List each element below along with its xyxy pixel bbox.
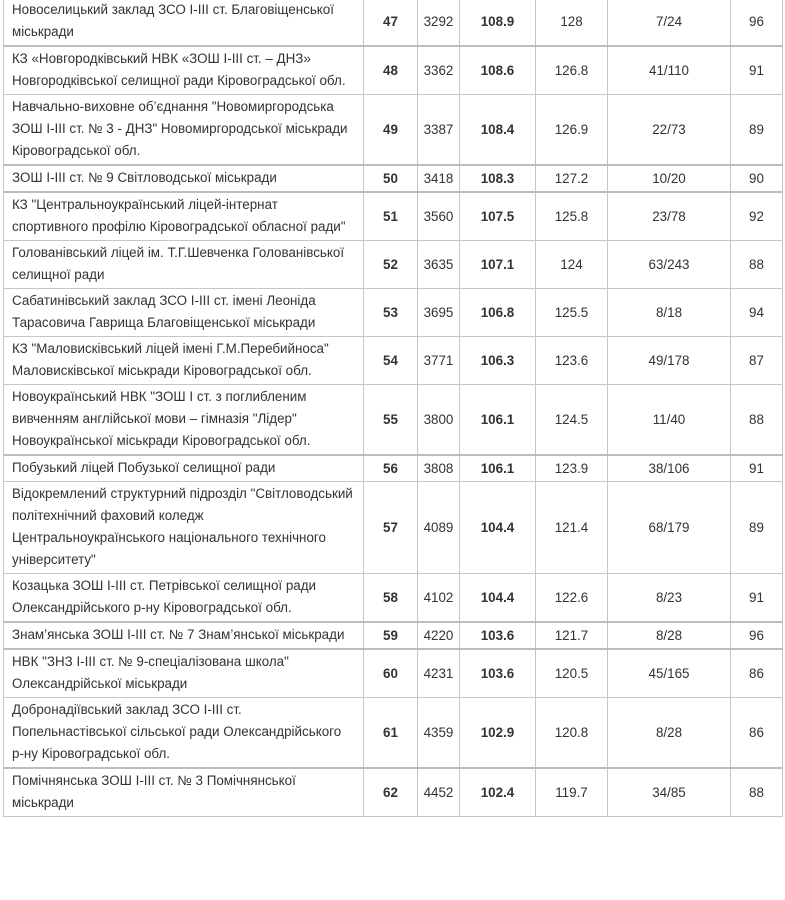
table-row [4,622,783,649]
participants-cell: 23/78 [608,192,731,241]
code-cell: 3695 [418,289,460,337]
participants-cell: 34/85 [608,768,731,817]
school-name-cell: Новоселицький заклад ЗСО І-ІІІ ст. Благовіщенської міськради [4,0,364,46]
code-cell: 3362 [418,46,460,95]
percent-cell: 92 [731,192,783,241]
school-name-cell: Козацька ЗОШ І-ІІІ ст. Петрівської селищної ради Олександрійського р-ну Кіровоградської обл. [4,574,364,623]
school-name-cell: Побузький ліцей Побузької селищної ради [4,455,364,482]
place-cell: 55 [364,385,418,456]
code-cell: 3387 [418,95,460,166]
average-cell: 124 [536,241,608,289]
score-cell: 104.4 [460,482,536,574]
code-cell: 3560 [418,192,460,241]
percent-cell: 86 [731,698,783,769]
score-cell: 108.9 [460,0,536,46]
place-cell: 51 [364,192,418,241]
school-name-cell: Добронадіївський заклад ЗСО І-ІІІ ст. Попельнастівської сільської ради Олександрійського р-ну Кіровоградської обл. [4,698,364,769]
percent-cell: 91 [731,574,783,623]
code-cell: 3292 [418,0,460,46]
table-row [4,385,783,456]
school-name-cell: КЗ "Центральноукраїнський ліцей-інтернат спортивного профілю Кіровоградської обласної ради" [4,192,364,241]
table-row [4,698,783,769]
percent-cell: 86 [731,649,783,698]
table-body [4,0,783,817]
participants-cell: 41/110 [608,46,731,95]
participants-cell: 49/178 [608,337,731,385]
code-cell: 3771 [418,337,460,385]
percent-cell: 88 [731,385,783,456]
percent-cell: 94 [731,289,783,337]
place-cell: 49 [364,95,418,166]
score-cell: 106.3 [460,337,536,385]
participants-cell: 10/20 [608,165,731,192]
school-name-cell: Голованівський ліцей ім. Т.Г.Шевченка Голованівської селищної ради [4,241,364,289]
average-cell: 122.6 [536,574,608,623]
school-name-cell: Навчально-виховне об’єднання "Новомиргородська ЗОШ І-ІІІ ст. № 3 - ДНЗ" Новомиргородської міськради Кіровоградської обл. [4,95,364,166]
place-cell: 57 [364,482,418,574]
percent-cell: 88 [731,768,783,817]
place-cell: 47 [364,0,418,46]
place-cell: 56 [364,455,418,482]
score-cell: 106.8 [460,289,536,337]
table-row [4,289,783,337]
score-cell: 104.4 [460,574,536,623]
code-cell: 3418 [418,165,460,192]
place-cell: 52 [364,241,418,289]
place-cell: 59 [364,622,418,649]
school-ranking-table [3,0,783,817]
place-cell: 58 [364,574,418,623]
school-name-cell: Помічнянська ЗОШ І-ІІІ ст. № 3 Помічнянської міськради [4,768,364,817]
participants-cell: 45/165 [608,649,731,698]
percent-cell: 87 [731,337,783,385]
average-cell: 121.7 [536,622,608,649]
average-cell: 123.6 [536,337,608,385]
average-cell: 120.5 [536,649,608,698]
school-name-cell: Відокремлений структурний підрозділ "Світловодський політехнічний фаховий коледж Центральноукраїнського національного технічного університету" [4,482,364,574]
score-cell: 106.1 [460,385,536,456]
percent-cell: 89 [731,95,783,166]
code-cell: 3800 [418,385,460,456]
participants-cell: 8/18 [608,289,731,337]
code-cell: 4452 [418,768,460,817]
score-cell: 106.1 [460,455,536,482]
average-cell: 120.8 [536,698,608,769]
table-row [4,165,783,192]
percent-cell: 96 [731,0,783,46]
score-cell: 108.6 [460,46,536,95]
average-cell: 126.9 [536,95,608,166]
table-row [4,241,783,289]
score-cell: 107.1 [460,241,536,289]
percent-cell: 88 [731,241,783,289]
participants-cell: 11/40 [608,385,731,456]
place-cell: 61 [364,698,418,769]
percent-cell: 91 [731,455,783,482]
table-row [4,482,783,574]
table-row [4,0,783,46]
school-name-cell: Знам’янська ЗОШ І-ІІІ ст. № 7 Знам’янської міськради [4,622,364,649]
code-cell: 4359 [418,698,460,769]
table-row [4,768,783,817]
table-row [4,649,783,698]
average-cell: 127.2 [536,165,608,192]
score-cell: 108.4 [460,95,536,166]
score-cell: 103.6 [460,649,536,698]
score-cell: 102.9 [460,698,536,769]
participants-cell: 22/73 [608,95,731,166]
school-name-cell: ЗОШ І-ІІІ ст. № 9 Світловодської міськради [4,165,364,192]
code-cell: 4102 [418,574,460,623]
table-row [4,192,783,241]
average-cell: 121.4 [536,482,608,574]
place-cell: 54 [364,337,418,385]
code-cell: 4089 [418,482,460,574]
place-cell: 53 [364,289,418,337]
place-cell: 62 [364,768,418,817]
average-cell: 125.5 [536,289,608,337]
place-cell: 60 [364,649,418,698]
table-row [4,46,783,95]
table-row [4,337,783,385]
average-cell: 123.9 [536,455,608,482]
participants-cell: 63/243 [608,241,731,289]
code-cell: 4231 [418,649,460,698]
score-cell: 108.3 [460,165,536,192]
percent-cell: 96 [731,622,783,649]
average-cell: 119.7 [536,768,608,817]
code-cell: 3635 [418,241,460,289]
percent-cell: 90 [731,165,783,192]
place-cell: 50 [364,165,418,192]
score-cell: 103.6 [460,622,536,649]
average-cell: 126.8 [536,46,608,95]
participants-cell: 8/28 [608,698,731,769]
average-cell: 124.5 [536,385,608,456]
percent-cell: 91 [731,46,783,95]
percent-cell: 89 [731,482,783,574]
code-cell: 4220 [418,622,460,649]
participants-cell: 38/106 [608,455,731,482]
score-cell: 107.5 [460,192,536,241]
participants-cell: 68/179 [608,482,731,574]
participants-cell: 8/23 [608,574,731,623]
code-cell: 3808 [418,455,460,482]
participants-cell: 8/28 [608,622,731,649]
school-name-cell: Сабатинівський заклад ЗСО І-ІІІ ст. імені Леоніда Тарасовича Гаврища Благовіщенської міськради [4,289,364,337]
school-name-cell: НВК "ЗНЗ І-ІІІ ст. № 9-спеціалізована школа" Олександрійської міськради [4,649,364,698]
average-cell: 128 [536,0,608,46]
school-name-cell: КЗ "Маловисківський ліцей імені Г.М.Перебийноса" Маловисківської міськради Кіровоградської обл. [4,337,364,385]
place-cell: 48 [364,46,418,95]
school-name-cell: КЗ «Новгородківський НВК «ЗОШ І-ІІІ ст. – ДНЗ» Новгородківської селищної ради Кіровоградської обл. [4,46,364,95]
school-name-cell: Новоукраїнський НВК "ЗОШ І ст. з поглибленим вивченням англійської мови – гімназія "Лідер" Новоукраїнської міськради Кіровоградської обл. [4,385,364,456]
score-cell: 102.4 [460,768,536,817]
participants-cell: 7/24 [608,0,731,46]
table-row [4,455,783,482]
table-row [4,95,783,166]
average-cell: 125.8 [536,192,608,241]
table-row [4,574,783,623]
